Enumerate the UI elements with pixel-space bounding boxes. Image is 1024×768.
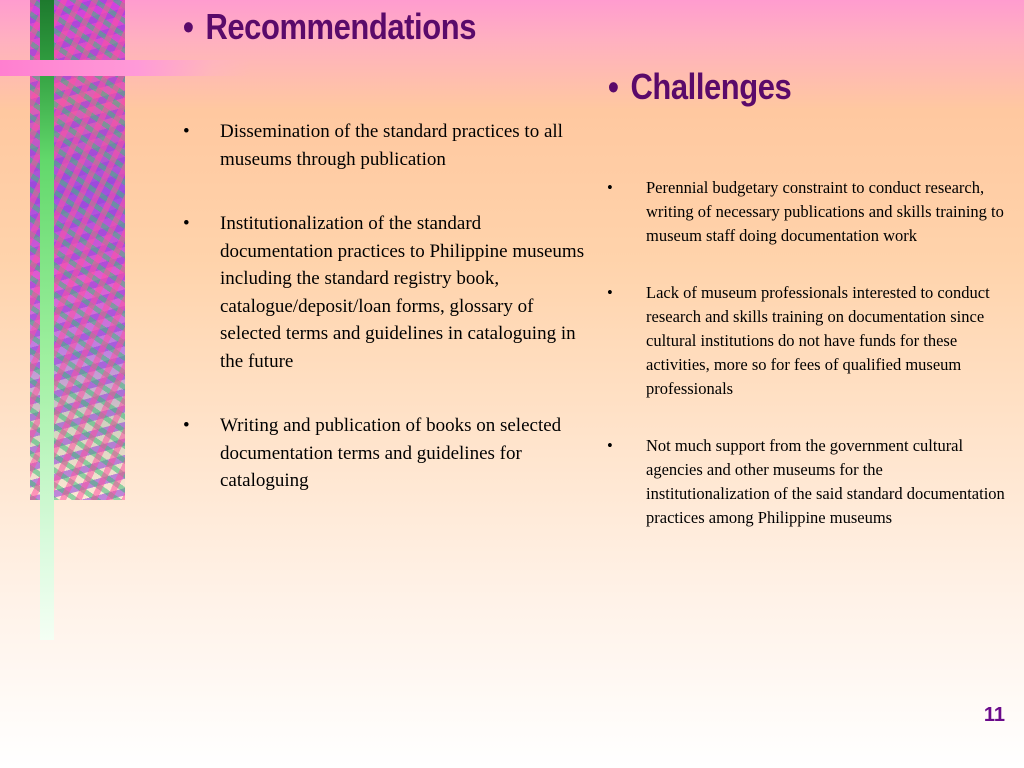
recommendation-item [183,412,588,495]
heading-bullet: • [183,6,194,47]
heading-bullet: • [608,66,619,107]
challenges-heading [608,66,791,108]
recommendation-item [183,210,588,375]
bullet: • [183,415,190,436]
challenge-text: Not much support from the government cultural agencies and other museums for the institutionalization of the said standard documentation practices among Philippine museums [646,436,1005,527]
bullet: • [607,178,613,197]
decorative-green-stripe [40,0,54,640]
recommendation-item [183,118,588,173]
recommendations-heading [183,6,476,48]
challenge-item [607,281,1007,401]
challenge-text: Lack of museum professionals interested to conduct research and skills training on documentation since cultural institutions do not have funds for these activities, more so for fees of qualified museum professionals [646,283,990,398]
challenges-list [607,176,1007,563]
bullet: • [607,283,613,302]
challenge-item [607,176,1007,248]
challenge-text: Perennial budgetary constraint to conduct research, writing of necessary publications and skills training to museum staff doing documentation work [646,178,1004,245]
bullet: • [183,213,190,234]
challenges-heading-text: Challenges [630,66,792,107]
recommendation-text: Dissemination of the standard practices to all museums through publication [220,121,563,170]
recommendation-text: Institutionalization of the standard documentation practices to Philippine museums including the standard registry book, catalogue/deposit/loan forms, glossary of selected terms and guidelines in cataloguing in the future [220,213,585,372]
bullet: • [607,436,613,455]
recommendation-text: Writing and publication of books on selected documentation terms and guidelines for cataloguing [220,415,562,491]
decorative-pink-bar [0,60,250,76]
slide-page-number: 11 [983,704,1005,726]
recommendations-list [183,118,588,532]
recommendations-heading-text: Recommendations [205,6,476,47]
challenge-item [607,434,1007,530]
bullet: • [183,121,190,142]
